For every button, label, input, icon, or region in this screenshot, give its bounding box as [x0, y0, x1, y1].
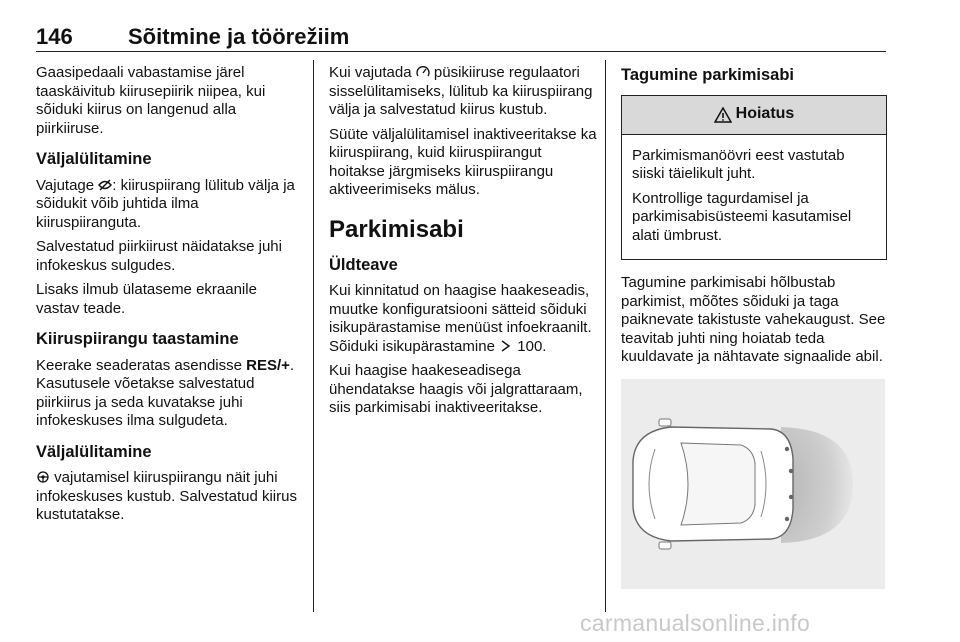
text: Keerake seaderatas asendisse: [36, 356, 247, 374]
warning-triangle-icon: [714, 107, 732, 123]
page-reference-arrow-icon: [499, 340, 513, 352]
text: Kui vajutada: [329, 64, 416, 81]
page-title: Sõitmine ja töörežiim: [128, 24, 350, 49]
control-label-res: RES/+: [246, 356, 290, 374]
column-3: [621, 64, 887, 589]
page-reference-link[interactable]: 100: [517, 337, 543, 355]
section-heading-deactivation: Väljalülitamine: [36, 150, 152, 168]
text: . Kasutusele võetakse salvestatud piirkiirus ja seda kuvatakse juhi infokeskuses ilma sulgudeta.: [36, 356, 295, 429]
page-number: 146: [36, 24, 73, 49]
section-heading-deactivation-2: Väljalülitamine: [36, 442, 152, 461]
text: Vajutage: [36, 176, 99, 194]
steering-wheel-icon: [36, 471, 50, 483]
page-header: [36, 24, 886, 50]
warning-title: Hoiatus: [735, 105, 795, 123]
paragraph: [329, 282, 597, 356]
text: : kiiruspiirang lülitub välja ja sõidukit võib juhtida ilma kiiruspiiranguta.: [36, 176, 295, 231]
cruise-control-icon: [416, 66, 430, 78]
section-heading-rear-parking-assist: Tagumine parkimisabi: [621, 66, 794, 84]
text: vajutamisel kiiruspiirangu näit juhi infokeskuses kustub. Salvestatud kiirus kustutatakse.: [36, 469, 297, 523]
paragraph: Süüte väljalülitamisel inaktiveeritakse ka kiiruspiirang, kuid kiiruspiirangut hoitakse järgmiseks kiiruspiirangu aktiveerimiseks mälus.: [329, 125, 597, 198]
warning-box: [621, 95, 887, 261]
car-parking-sensor-illustration: [621, 379, 885, 589]
section-heading-restore: Kiiruspiirangu taastamine: [36, 330, 239, 348]
paragraph: Kontrollige tagurdamisel ja parkimisabisüsteemi kasutamisel alati ümbrust.: [632, 189, 852, 244]
watermark: carmanualsonline.info: [580, 610, 811, 636]
paragraph: [36, 177, 304, 233]
text: püsikiiruse regulaatori sisselülitamiseks, lülitub ka kiiruspiirang välja ja salvestatud kiirus kustub.: [329, 64, 593, 118]
speed-limiter-off-icon: [98, 179, 112, 191]
paragraph: Salvestatud piirkiirust näidatakse juhi infokeskus sulgudes.: [36, 238, 282, 274]
section-heading-general: Üldteave: [329, 255, 398, 274]
paragraph: Parkimismanöövri eest vastutab siiski täielikult juht.: [632, 146, 845, 182]
paragraph: Kui haagise haakeseadisega ühendatakse haagis või jalgrattaraam, siis parkimisabi inaktiveeritakse.: [329, 362, 583, 416]
header-divider: [36, 51, 886, 52]
warning-header: [622, 96, 886, 135]
paragraph: Lisaks ilmub ülataseme ekraanile vastav teade.: [36, 281, 257, 317]
warning-body: [622, 135, 886, 260]
column-1: [36, 64, 304, 531]
column-divider-1: [313, 60, 314, 612]
paragraph: [36, 357, 304, 431]
text: .: [542, 337, 547, 355]
chapter-heading-parking-assist: Parkimisabi: [329, 215, 464, 243]
column-divider-2: [605, 60, 606, 612]
text: Kui kinnitatud on haagise haakeseadis, muutke konfiguratsiooni sätteid sõiduki isikupärastamise menüüst infoekraanilt. Sõiduki isikupärastamine: [329, 282, 592, 355]
paragraph: [329, 64, 597, 120]
paragraph: Tagumine parkimisabi hõlbustab parkimist, mõõtes sõiduki ja taga paiknevate takistuste vahekaugust. See teavitab juhti ning hoiatab teda kuuldavate ja nähtavate signaalide abil.: [621, 274, 886, 365]
paragraph: Gaasipedaali vabastamise järel taaskäivitub kiirusepiirik niipea, kui sõiduki kiirus on langenud alla piirkiiruse.: [36, 64, 266, 137]
column-2: [329, 64, 597, 424]
paragraph: [36, 469, 304, 525]
